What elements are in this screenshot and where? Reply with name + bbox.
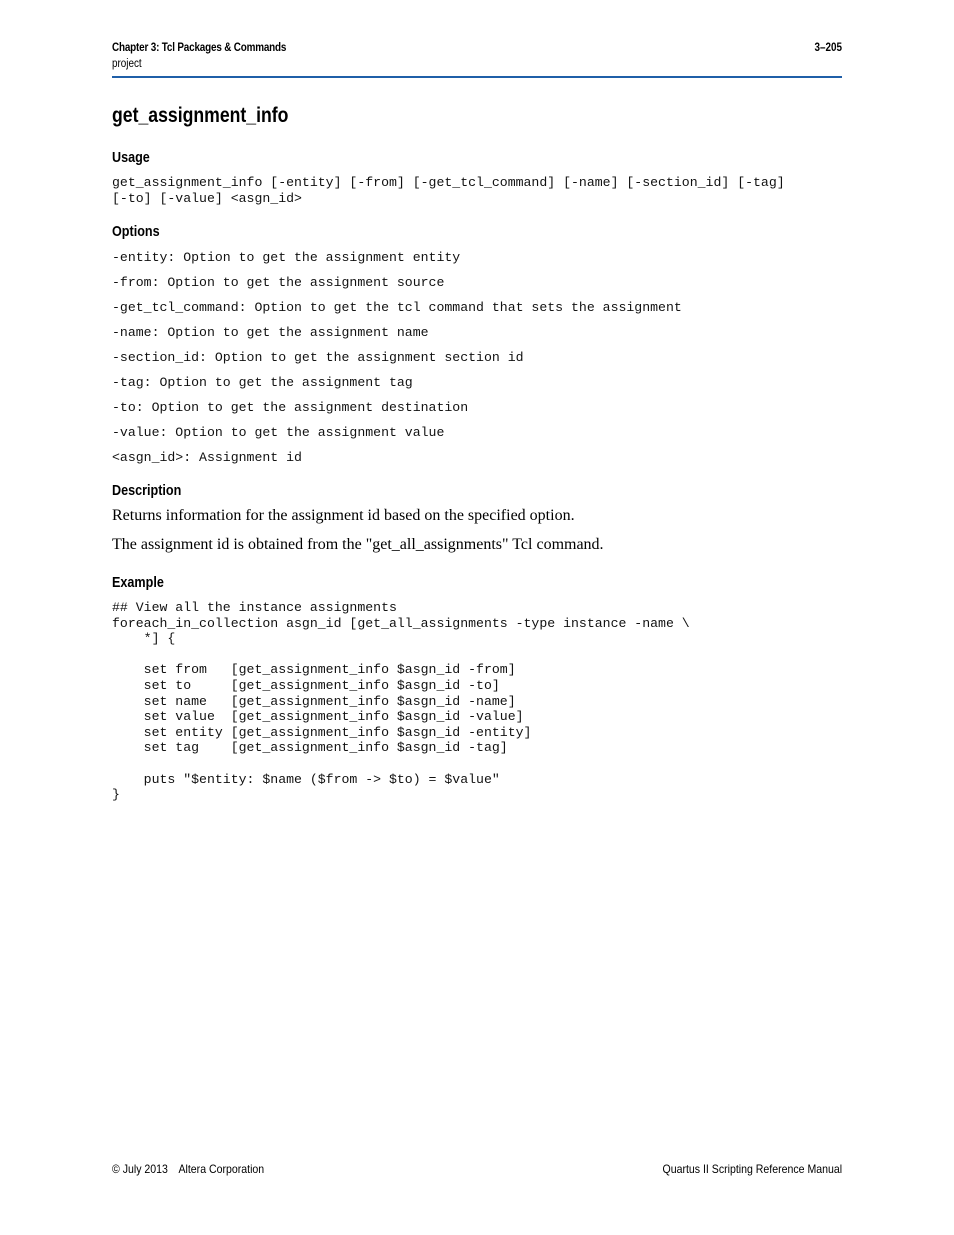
option-item: -value: Option to get the assignment value [112,425,445,440]
option-item: -tag: Option to get the assignment tag [112,375,413,390]
description-paragraph: The assignment id is obtained from the "get_all_assignments" Tcl command. [112,536,604,553]
section-name: project [112,58,142,70]
footer-date: © July 2013 [112,1162,168,1176]
options-heading: Options [112,223,160,240]
page-header [112,42,842,78]
footer-company: Altera Corporation [178,1162,265,1176]
command-title: get_assignment_info [112,104,289,127]
usage-line-2: [-to] [-value] <asgn_id> [112,191,302,206]
footer-left [112,1162,264,1176]
option-item: -to: Option to get the assignment destination [112,400,469,415]
usage-line-1: get_assignment_info [-entity] [-from] [-get_tcl_command] [-name] [-section_id] [-tag] [112,175,785,190]
usage-heading: Usage [112,149,150,166]
option-item: <asgn_id>: Assignment id [112,450,302,465]
page-number: 3–205 [814,42,842,54]
example-heading: Example [112,574,164,591]
description-paragraph: Returns information for the assignment id based on the specified option. [112,507,575,524]
header-divider [112,76,842,78]
option-item: -from: Option to get the assignment source [112,275,445,290]
option-item: -entity: Option to get the assignment entity [112,250,461,265]
chapter-title: Chapter 3: Tcl Packages & Commands [112,42,287,54]
description-heading: Description [112,482,182,499]
option-item: -section_id: Option to get the assignment section id [112,350,524,365]
example-code: ## View all the instance assignments foreach_in_collection asgn_id [get_all_assignments -type instance -name \ *] { set from [get_assignment_info $asgn_id -from] set to [get_assignment_info $asgn_id -to] set name [get_assignment_info $asgn_id -name] set value [get_assignment_info $asgn_id -value] set entity [get_assignment_info $asgn_id -entity] set tag [get_assignment_info $asgn_id -tag] puts "$entity: $name ($from -> $to) = $value" } [112,600,690,803]
footer-manual-title: Quartus II Scripting Reference Manual [662,1162,842,1176]
option-item: -get_tcl_command: Option to get the tcl command that sets the assignment [112,300,682,315]
option-item: -name: Option to get the assignment name [112,325,429,340]
